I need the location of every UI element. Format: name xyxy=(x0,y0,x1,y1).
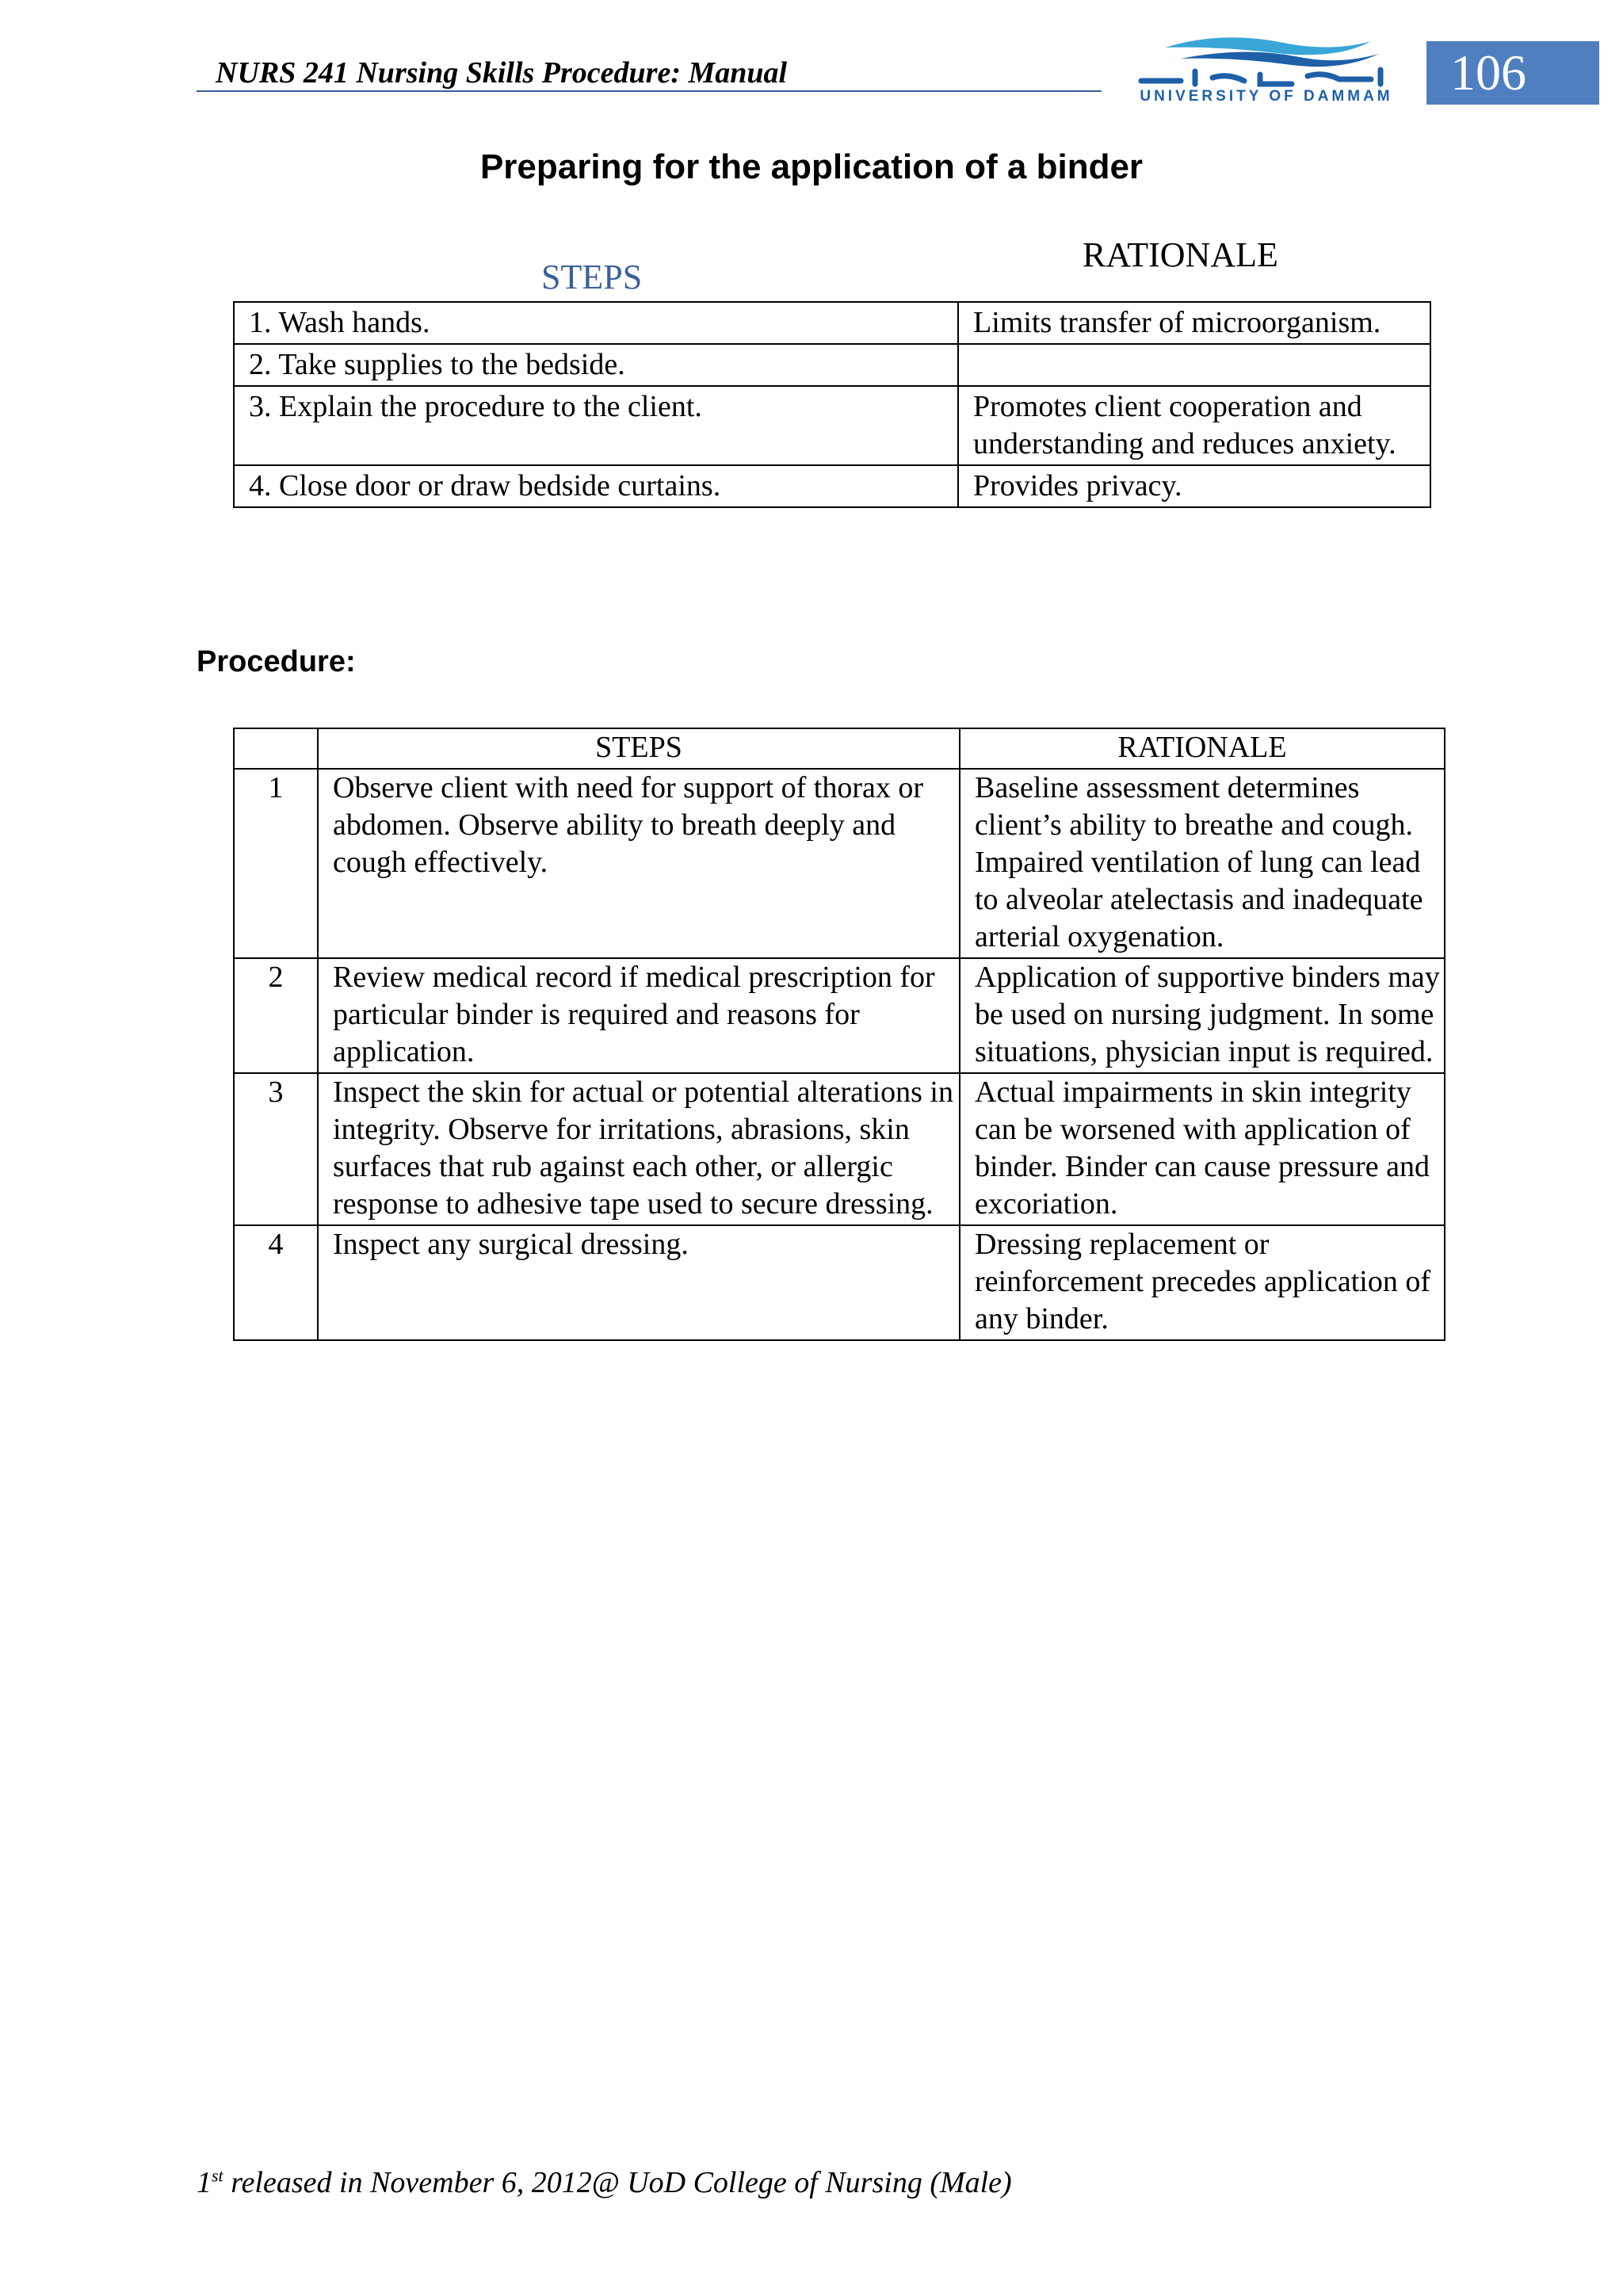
number-header-cell xyxy=(234,728,318,769)
procedure-table xyxy=(233,728,1445,1341)
header-rule xyxy=(197,90,1102,92)
header-title: NURS 241 Nursing Skills Procedure: Manual xyxy=(216,56,788,90)
rationale-cell: Provides privacy. xyxy=(958,465,1430,507)
step-cell: 2. Take supplies to the bedside. xyxy=(234,344,958,386)
footer-ordinal: 1 xyxy=(197,2166,212,2199)
step-cell: 1. Wash hands. xyxy=(234,302,958,344)
footer xyxy=(197,2165,1012,2200)
rationale-cell xyxy=(958,344,1430,386)
footer-text: released in November 6, 2012@ UoD College of Nursing (Male) xyxy=(223,2166,1012,2199)
table-row xyxy=(234,344,1430,386)
page-number: 106 xyxy=(1426,41,1599,105)
table-row xyxy=(234,1225,1445,1340)
table-row xyxy=(234,769,1445,958)
step-cell: Observe client with need for support of thorax or abdomen. Observe ability to breath deeply and cough effectively. xyxy=(318,769,960,958)
procedure-label: Procedure: xyxy=(197,645,356,678)
rationale-cell: Promotes client cooperation and understanding and reduces anxiety. xyxy=(958,386,1430,465)
table-row xyxy=(234,302,1430,344)
logo-text: UNIVERSITY OF DAMMAM xyxy=(1140,88,1393,105)
step-cell: Inspect the skin for actual or potential alterations in integrity. Observe for irritations, abrasions, skin surfaces that rub against each other, or allergic response to adhesive tape used to secure dressing. xyxy=(318,1073,960,1225)
table-row xyxy=(234,1073,1445,1225)
step-number-cell: 2 xyxy=(234,958,318,1073)
step-cell: Review medical record if medical prescription for particular binder is required and reasons for application. xyxy=(318,958,960,1073)
document-title: Preparing for the application of a binder xyxy=(479,147,1144,186)
rationale-cell: Limits transfer of microorganism. xyxy=(958,302,1430,344)
footer-superscript: st xyxy=(212,2165,223,2186)
table-row xyxy=(234,465,1430,507)
rationale-header-cell: RATIONALE xyxy=(960,728,1445,769)
step-number-cell: 4 xyxy=(234,1225,318,1340)
step-cell: 3. Explain the procedure to the client. xyxy=(234,386,958,465)
table-header-row xyxy=(234,728,1445,769)
step-cell: 4. Close door or draw bedside curtains. xyxy=(234,465,958,507)
step-number-cell: 1 xyxy=(234,769,318,958)
rationale-cell: Baseline assessment determines client’s ability to breathe and cough. Impaired ventilation of lung can lead to alveolar atelectasis and inadequate arterial oxygenation. xyxy=(960,769,1445,958)
rationale-cell: Actual impairments in skin integrity can be worsened with application of binder. Binder can cause pressure and excoriation. xyxy=(960,1073,1445,1225)
table-row xyxy=(234,958,1445,1073)
step-number-cell: 3 xyxy=(234,1073,318,1225)
prep-rationale-header: RATIONALE xyxy=(1083,235,1278,274)
rationale-cell: Dressing replacement or reinforcement precedes application of any binder. xyxy=(960,1225,1445,1340)
preparation-table xyxy=(233,301,1431,508)
steps-header-cell: STEPS xyxy=(318,728,960,769)
table-row xyxy=(234,386,1430,465)
prep-steps-header: STEPS xyxy=(541,258,643,296)
step-cell: Inspect any surgical dressing. xyxy=(318,1225,960,1340)
rationale-cell: Application of supportive binders may be used on nursing judgment. In some situations, physician input is required. xyxy=(960,958,1445,1073)
